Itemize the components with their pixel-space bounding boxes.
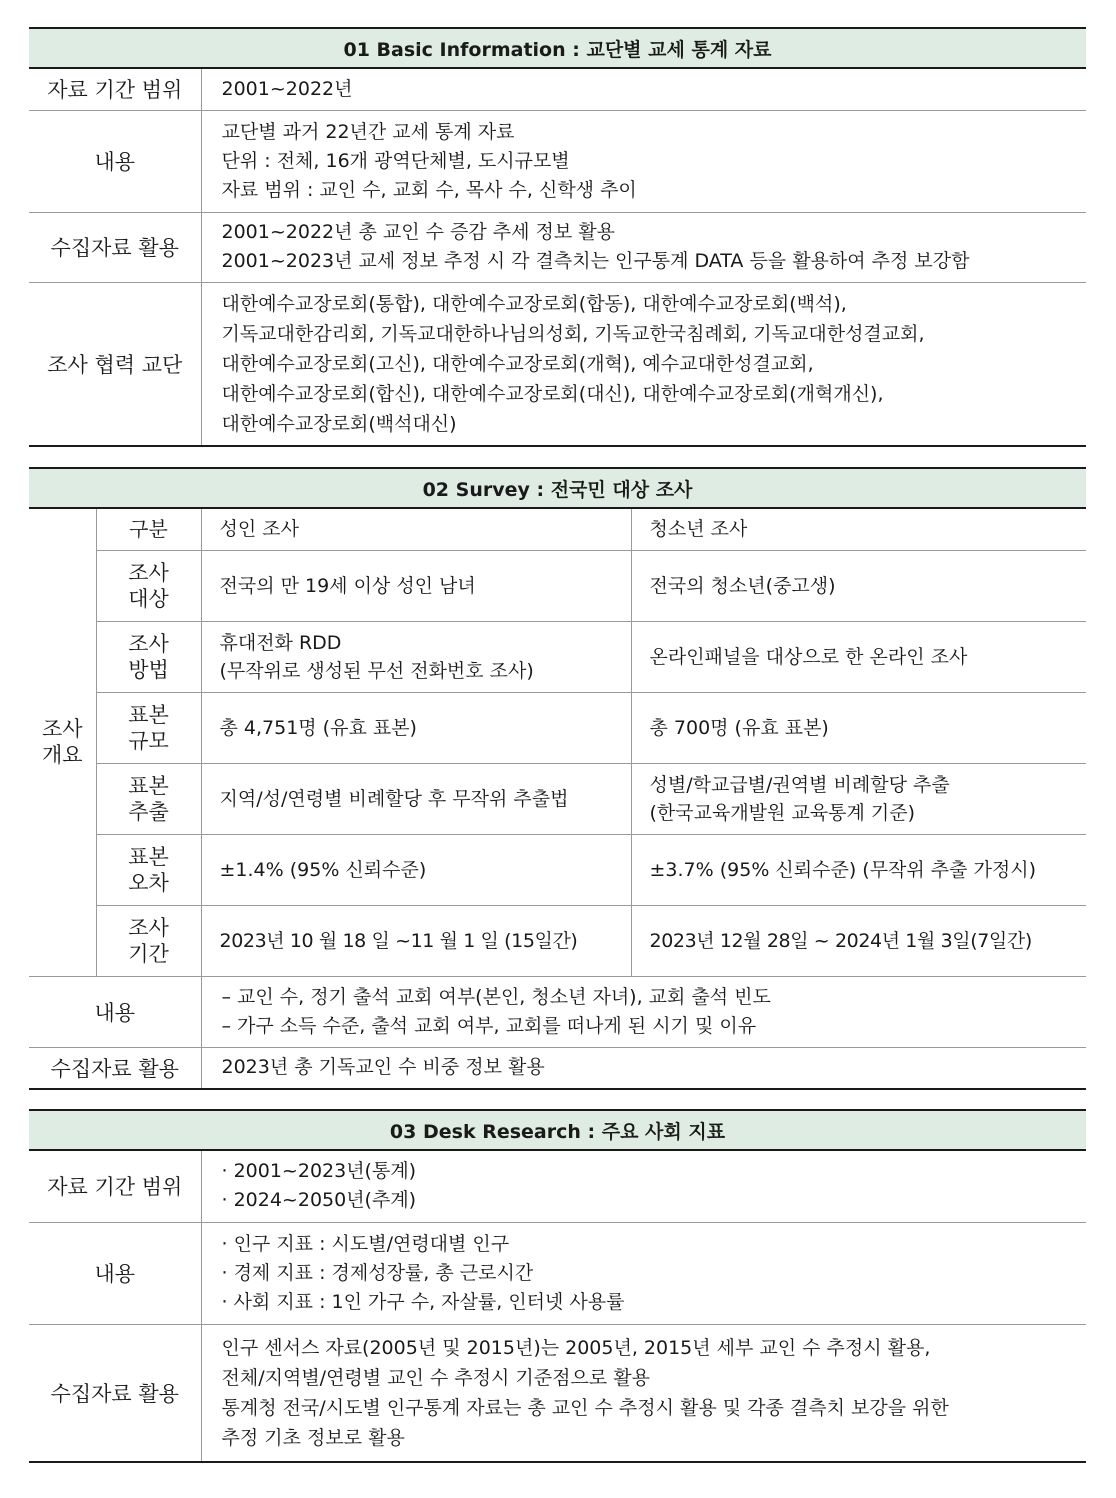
group-label [29,508,96,976]
cell-line: ±3.7% (95% 신뢰수준) (무작위 추출 가정시) [649,858,1037,881]
sub-label-line: 표본 [128,773,169,798]
youth-cell [631,763,1086,834]
cell-line: ±1.4% (95% 신뢰수준) [219,858,427,881]
value-line: – 교인 수, 정기 출석 교회 여부(본인, 청소년 자녀), 교회 출석 빈도 [221,985,771,1008]
sub-label-line: 조사 [128,560,169,585]
adult-cell [201,692,631,763]
value-line: 2001~2022년 [221,77,353,100]
youth-cell [631,550,1086,621]
cell-line: 휴대전화 RDD [219,631,342,654]
sub-label-line: 추출 [128,799,169,824]
sub-label-line: 조사 [128,631,169,656]
value-line: 대한예수교장로회(고신), 대한예수교장로회(개혁), 예수교대한성결교회, [221,352,814,375]
row-label: 내용 [29,1222,201,1324]
value-line: 추정 기초 정보로 활용 [221,1426,405,1449]
value-line: · 경제 지표 : 경제성장률, 총 근로시간 [221,1261,534,1284]
row-label: 자료 기간 범위 [29,68,201,110]
value-line: 전체/지역별/연령별 교인 수 추정시 기준점으로 활용 [221,1366,650,1389]
adult-cell [201,905,631,976]
sub-label [96,834,201,905]
row-value [201,68,1086,110]
sub-label-line: 표본 [128,844,169,869]
section-desk-research [29,1109,1086,1463]
cell-line: (무작위로 생성된 무선 전화번호 조사) [219,659,534,682]
value-line: 통계청 전국/시도별 인구통계 자료는 총 교인 수 추정시 활용 및 각종 결측치 보강을 위한 [221,1396,949,1419]
sub-label-line: 표본 [128,702,169,727]
sub-label-line: 규모 [128,728,169,753]
cell-line: 2023년 12월 28일 ~ 2024년 1월 3일(7일간) [649,929,1032,952]
row-value [201,1222,1086,1324]
cell-line: 지역/성/연령별 비례할당 후 무작위 추출법 [219,787,569,810]
col-header-youth: 청소년 조사 [631,508,1086,550]
value-line: 대한예수교장로회(통합), 대한예수교장로회(합동), 대한예수교장로회(백석), [221,292,847,315]
cell-line: 2023년 10 월 18 일 ~11 월 1 일 (15일간) [219,929,578,952]
value-line: 기독교대한감리회, 기독교대한하나님의성회, 기독교한국침례회, 기독교대한성결교회, [221,322,925,345]
adult-cell [201,763,631,834]
cell-line: 전국의 만 19세 이상 성인 남녀 [219,574,476,597]
cell-line: 총 4,751명 (유효 표본) [219,716,417,739]
youth-cell [631,834,1086,905]
adult-cell [201,550,631,621]
youth-cell [631,692,1086,763]
section-basic-information [29,27,1086,447]
sub-label [96,692,201,763]
cell-line: 온라인패널을 대상으로 한 온라인 조사 [649,645,968,668]
cell-line: 성별/학교급별/권역별 비례할당 추출 [649,773,950,796]
cell-line: (한국교육개발원 교육통계 기준) [649,801,916,824]
row-label: 자료 기간 범위 [29,1150,201,1222]
row-label: 수집자료 활용 [29,212,201,282]
row-label: 수집자료 활용 [29,1324,201,1462]
sub-label [96,550,201,621]
group-label-line: 조사 [41,717,83,742]
sub-label-line: 조사 [128,915,169,940]
value-line: · 사회 지표 : 1인 가구 수, 자살률, 인터넷 사용률 [221,1290,625,1313]
value-line: 2023년 총 기독교인 수 비중 정보 활용 [221,1056,545,1079]
group-label-line: 개요 [41,743,83,768]
youth-cell [631,621,1086,692]
sub-label-line: 대상 [128,586,169,611]
sub-label [96,621,201,692]
row-value [201,212,1086,282]
value-line: · 2001~2023년(통계) [221,1160,417,1183]
value-line: 교단별 과거 22년간 교세 통계 자료 [221,120,515,143]
adult-cell [201,621,631,692]
row-value [201,110,1086,212]
value-line: 2001~2022년 총 교인 수 증감 추세 정보 활용 [221,221,616,243]
row-value [201,282,1086,446]
sub-label [96,763,201,834]
value-line: – 가구 소득 수준, 출석 교회 여부, 교회를 떠나게 된 시기 및 이유 [221,1014,757,1037]
row-label: 내용 [29,110,201,212]
cell-line: 전국의 청소년(중고생) [649,574,836,597]
sub-label-line: 기간 [128,941,169,966]
adult-cell [201,834,631,905]
section-title: 01 Basic Information : 교단별 교세 통계 자료 [29,28,1086,68]
row-value [201,1150,1086,1222]
section-title: 03 Desk Research : 주요 사회 지표 [29,1110,1086,1150]
value-line: 2001~2023년 교세 정보 추정 시 각 결측치는 인구통계 DATA 등을 활용하여 추정 보강함 [221,250,970,272]
youth-cell [631,905,1086,976]
sub-label [96,905,201,976]
row-label: 수집자료 활용 [29,1047,201,1089]
section-title: 02 Survey : 전국민 대상 조사 [29,468,1086,508]
col-header-category: 구분 [96,508,201,550]
value-line: 대한예수교장로회(합신), 대한예수교장로회(대신), 대한예수교장로회(개혁개신), [221,382,884,405]
value-line: · 인구 지표 : 시도별/연령대별 인구 [221,1232,510,1255]
row-value [201,1324,1086,1462]
value-line: 인구 센서스 자료(2005년 및 2015년)는 2005년, 2015년 세부 교인 수 추정시 활용, [221,1336,931,1359]
row-label: 조사 협력 교단 [29,282,201,446]
sub-label-line: 방법 [128,657,169,682]
row-label: 내용 [29,976,201,1047]
value-line: 단위 : 전체, 16개 광역단체별, 도시규모별 [221,149,570,172]
cell-line: 총 700명 (유효 표본) [649,716,829,739]
value-line: 대한예수교장로회(백석대신) [221,412,457,435]
col-header-adult: 성인 조사 [201,508,631,550]
row-value [201,1047,1086,1089]
row-value [201,976,1086,1047]
value-line: · 2024~2050년(추계) [221,1189,417,1212]
sub-label-line: 오차 [128,870,169,895]
section-survey [29,467,1086,1090]
value-line: 자료 범위 : 교인 수, 교회 수, 목사 수, 신학생 추이 [221,178,637,201]
